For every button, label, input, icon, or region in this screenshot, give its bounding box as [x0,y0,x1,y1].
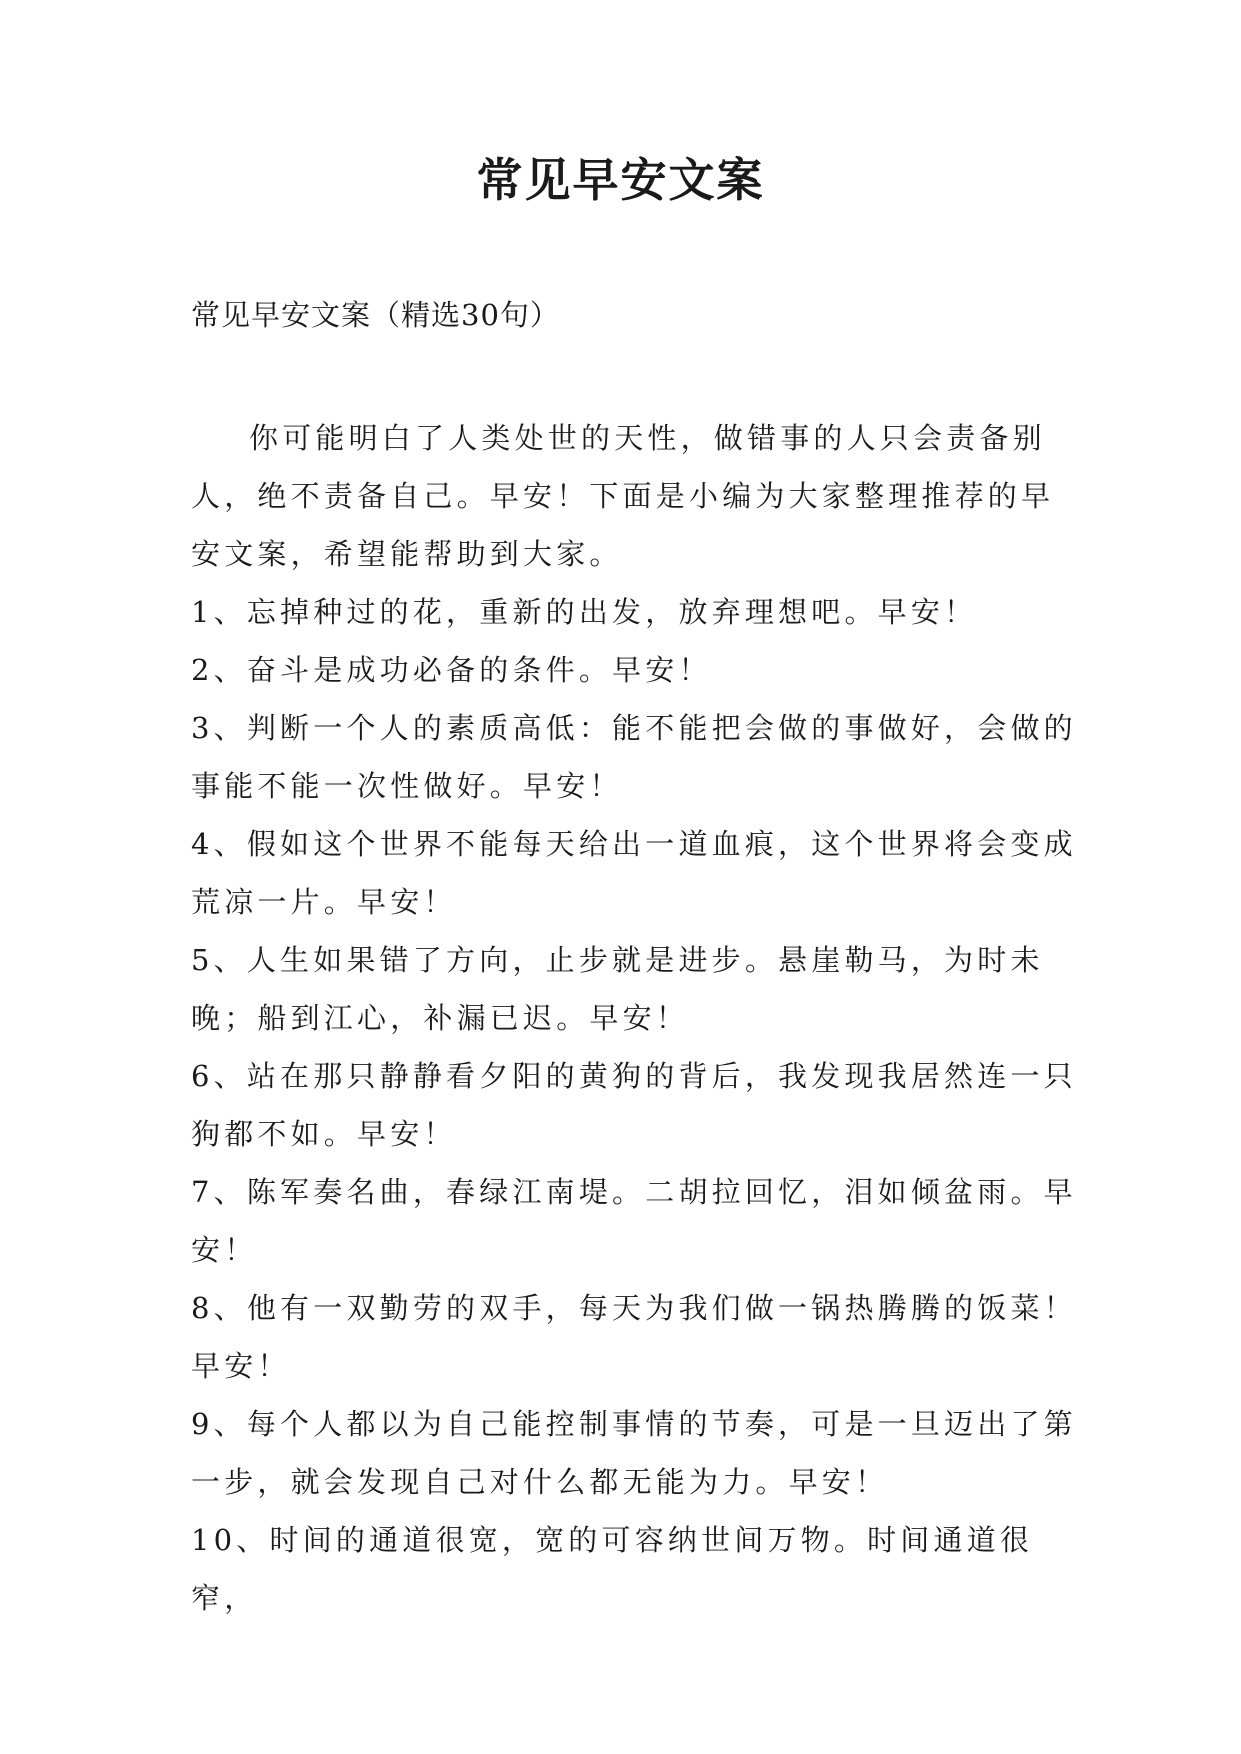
list-item: 5、人生如果错了方向，止步就是进步。悬崖勒马，为时未晚；船到江心，补漏已迟。早安！ [191,943,1044,1035]
intro-paragraph: 你可能明白了人类处世的天性，做错事的人只会责备别人，绝不责备自己。早安！下面是小编为大家整理推荐的早安文案，希望能帮助到大家。 [191,421,1055,571]
document-body [191,409,1081,1627]
list-item: 8、他有一双勤劳的双手，每天为我们做一锅热腾腾的饭菜！早安！ [191,1291,1077,1383]
list-item: 3、判断一个人的素质高低：能不能把会做的事做好，会做的事能不能一次性做好。早安！ [191,711,1077,803]
list-item: 10、时间的通道很宽，宽的可容纳世间万物。时间通道很窄， [191,1523,1034,1615]
document-title: 常见早安文案 [476,153,765,207]
list-item: 4、假如这个世界不能每天给出一道血痕，这个世界将会变成荒凉一片。早安！ [191,827,1077,919]
list-item: 6、站在那只静静看夕阳的黄狗的背后，我发现我居然连一只狗都不如。早安！ [191,1059,1077,1151]
list-item: 9、每个人都以为自己能控制事情的节奏，可是一旦迈出了第一步，就会发现自己对什么都无能为力。早安！ [191,1407,1077,1499]
document-subtitle: 常见早安文案（精选30句） [191,298,560,332]
list-item: 2、奋斗是成功必备的条件。早安！ [191,653,712,687]
list-item: 1、忘掉种过的花，重新的出发，放弃理想吧。早安！ [191,595,978,629]
list-item: 7、陈军奏名曲，春绿江南堤。二胡拉回忆，泪如倾盆雨。早安！ [191,1175,1077,1267]
